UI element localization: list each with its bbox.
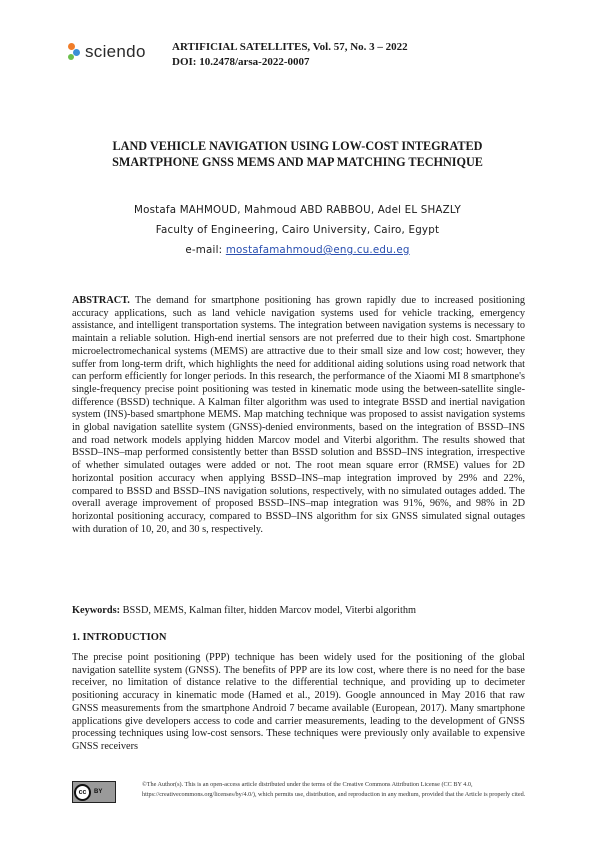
logo-text: sciendo bbox=[85, 42, 146, 61]
sciendo-logo bbox=[68, 42, 146, 62]
email-link[interactable]: mostafamahmoud@eng.cu.edu.eg bbox=[225, 244, 410, 256]
journal-header bbox=[172, 40, 408, 70]
author-block bbox=[60, 200, 535, 260]
keywords-label: Keywords: bbox=[72, 605, 121, 616]
title-line-1: LAND VEHICLE NAVIGATION USING LOW-COST INTEGRATED bbox=[112, 139, 483, 153]
license-text: ©The Author(s). This is an open-access article distributed under the terms of the Creative Commons Attribution License (CC BY 4.0, https://creativecommons.org/licenses/by/4.0/), which permits use, distribution, and reproduction in any medium, provided that the Article is properly cited. bbox=[142, 781, 526, 798]
abstract-text: The demand for smartphone positioning has grown rapidly due to increased positioning accuracy applications, such as land vehicle navigation systems used for vehicle tracking, emergency assistance, and intelligent transportation systems. The integration between navigation systems is necessary to maintain a reliable solution. High-end inertial sensors are not preferred due to their high cost. Smartphone microelectromechanical systems (MEMS) are attractive due to their small size and low cost; however, they suffer from long-term drift, which highlights the need for additional aiding solutions using road network that can perform efficiently for longer periods. In this research, the performance of the Xiaomi MI 8 smartphone's single-frequency precise point positioning was tested in kinematic mode using the between-satellite single-difference (BSSD) technique. A Kalman filter algorithm was used to integrate BSSD and inertial navigation system (INS)-based smartphone MEMS. Map matching technique was proposed to assist navigation systems in global navigation satellite system (GNSS)-denied environments, based on the integration of BSSD–INS and road network models applying hidden Marcov model and Viterbi algorithm. The results showed that BSSD–INS–map performed consistently better than BSSD solution and BSSD–INS integration, irrespective of whether simulated outages were added or not. The root mean square error (RMSE) values for 2D horizontal position accuracy when applying BSSD–INS–map integration improved by 29% and 22%, compared to BSSD and BSSD–INS navigation solutions, respectively, with no simulated outages added. The overall average improvement of proposed BSSD–INS–map integration was 91%, 96%, and 98% in 2D horizontal positioning accuracy, compared to BSSD–INS algorithm for six GNSS simulated signal outages with duration of 10, 20, and 30 s, respectively. bbox=[72, 295, 525, 535]
abstract bbox=[72, 295, 525, 536]
section-heading-introduction: 1. INTRODUCTION bbox=[72, 632, 167, 643]
abstract-label: ABSTRACT. bbox=[72, 295, 130, 306]
sciendo-logo-icon bbox=[68, 43, 81, 61]
paper-title bbox=[60, 138, 535, 170]
author-names: Mostafa MAHMOUD, Mahmoud ABD RABBOU, Adel EL SHAZLY bbox=[133, 204, 461, 216]
author-affiliation: Faculty of Engineering, Cairo University, Cairo, Egypt bbox=[155, 224, 440, 236]
journal-citation: ARTIFICIAL SATELLITES, Vol. 57, No. 3 – 2022 bbox=[172, 41, 408, 53]
email-label: e-mail: bbox=[185, 244, 226, 256]
cc-icon: cc bbox=[74, 784, 91, 801]
author-email-line bbox=[60, 240, 535, 260]
introduction-paragraph: The precise point positioning (PPP) technique has been widely used for the positioning of the global navigation satellite system (GNSS). The benefits of PPP are its low cost, where there is no need for the base receiver, no limitation of distance relative to the differential technique, and providing up to decimeter positioning accuracy in kinematic mode (Hamed et al., 2019). Google announced in May 2016 that raw GNSS measurements from the smartphone Android 7 became available (European, 2017). Many smartphone applications give developers access to code and carrier measurements, leading to the development of GNSS processing techniques using low-cost sensors. These techniques were previously only available to expensive GNSS receivers bbox=[72, 652, 525, 752]
keywords-text: BSSD, MEMS, Kalman filter, hidden Marcov model, Viterbi algorithm bbox=[120, 605, 416, 616]
by-label: BY bbox=[94, 789, 103, 795]
journal-doi: DOI: 10.2478/arsa-2022-0007 bbox=[172, 56, 310, 68]
cc-by-license-badge[interactable] bbox=[72, 781, 116, 803]
keywords bbox=[72, 605, 525, 616]
title-line-2: SMARTPHONE GNSS MEMS AND MAP MATCHING TECHNIQUE bbox=[112, 155, 483, 169]
